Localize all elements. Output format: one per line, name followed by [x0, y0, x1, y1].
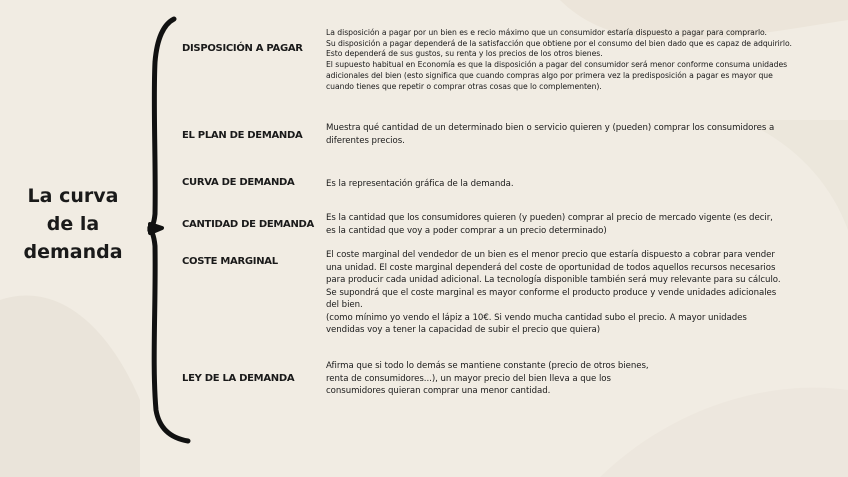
definition-line: consumidores quieran comprar una menor cantidad.: [326, 386, 551, 396]
definition-curva-de-demanda: [326, 178, 826, 191]
term-cantidad-de-demanda: CANTIDAD DE DEMANDA: [182, 219, 314, 230]
definition-line: Se supondrá que el coste marginal es mayor conforme el producto produce y vende unidades adicionales: [326, 287, 777, 298]
definition-line: El supuesto habitual en Economía es que la disposición a pagar del consumidor será menor conforme consuma unidades: [326, 60, 788, 70]
main-title: La curva de la demanda: [23, 185, 123, 263]
definition-line: Es la representación gráfica de la demanda.: [326, 179, 514, 189]
definition-plan-de-demanda: [326, 122, 826, 147]
definition-line: El coste marginal del vendedor de un bien es el menor precio que estaría dispuesto a cobrar para vender: [326, 250, 775, 260]
definition-line: La disposición a pagar por un bien es e recio máximo que un consumidor estaría dispuesto a pagar para comprarlo.: [326, 28, 767, 37]
definition-line: (como mínimo yo vendo el lápiz a 10€. Si vendo mucha cantidad subo el precio. A mayor unidades: [326, 312, 747, 323]
definition-line: Su disposición a pagar dependerá de la satisfacción que obtiene por el consumo del bien dado que es capaz de adquirirlo.: [326, 38, 792, 48]
definition-line: del bien.: [326, 300, 363, 310]
definition-disposicion-a-pagar: [326, 28, 826, 92]
definition-ley-de-la-demanda: [326, 360, 826, 398]
term-plan-de-demanda: EL PLAN DE DEMANDA: [182, 130, 303, 141]
definition-line: diferentes precios.: [326, 135, 405, 146]
definition-line: renta de consumidores...), un mayor precio del bien lleva a que los: [326, 373, 611, 384]
definition-line: es la cantidad que voy a poder comprar a un precio determinado): [326, 225, 607, 236]
term-curva-de-demanda: CURVA DE DEMANDA: [182, 177, 295, 188]
definition-line: una unidad. El coste marginal dependerá del coste de oportunidad de todos aquellos recursos necesarios: [326, 262, 776, 273]
definition-line: Es la cantidad que los consumidores quieren (y pueden) comprar al precio de mercado vigente (es decir,: [326, 213, 773, 223]
definition-line: adicionales del bien (esto significa que cuando compras algo por primera vez la predisposición a pagar es mayor que: [326, 70, 773, 80]
term-ley-de-la-demanda: LEY DE LA DEMANDA: [182, 373, 295, 384]
term-coste-marginal: COSTE MARGINAL: [182, 256, 278, 267]
definition-cantidad-de-demanda: [326, 212, 826, 237]
definition-line: para producir cada unidad adicional. La tecnología disponible también será muy relevante para su cálculo.: [326, 275, 781, 285]
definition-line: Afirma que si todo lo demás se mantiene constante (precio de otros bienes,: [326, 361, 649, 371]
definition-line: vendidas voy a tener la capacidad de subir el precio que quiera): [326, 325, 601, 335]
definition-line: Esto dependerá de sus gustos, su renta y los precios de los otros bienes.: [326, 49, 603, 59]
definition-line: Muestra qué cantidad de un determinado bien o servicio quieren y (pueden) comprar los consumidores a: [326, 123, 775, 133]
definition-line: cuando tienes que repetir o comprar otras cosas que lo complementen).: [326, 81, 602, 91]
term-disposicion-a-pagar: DISPOSICIÓN A PAGAR: [182, 43, 303, 54]
definition-coste-marginal: [326, 249, 826, 337]
